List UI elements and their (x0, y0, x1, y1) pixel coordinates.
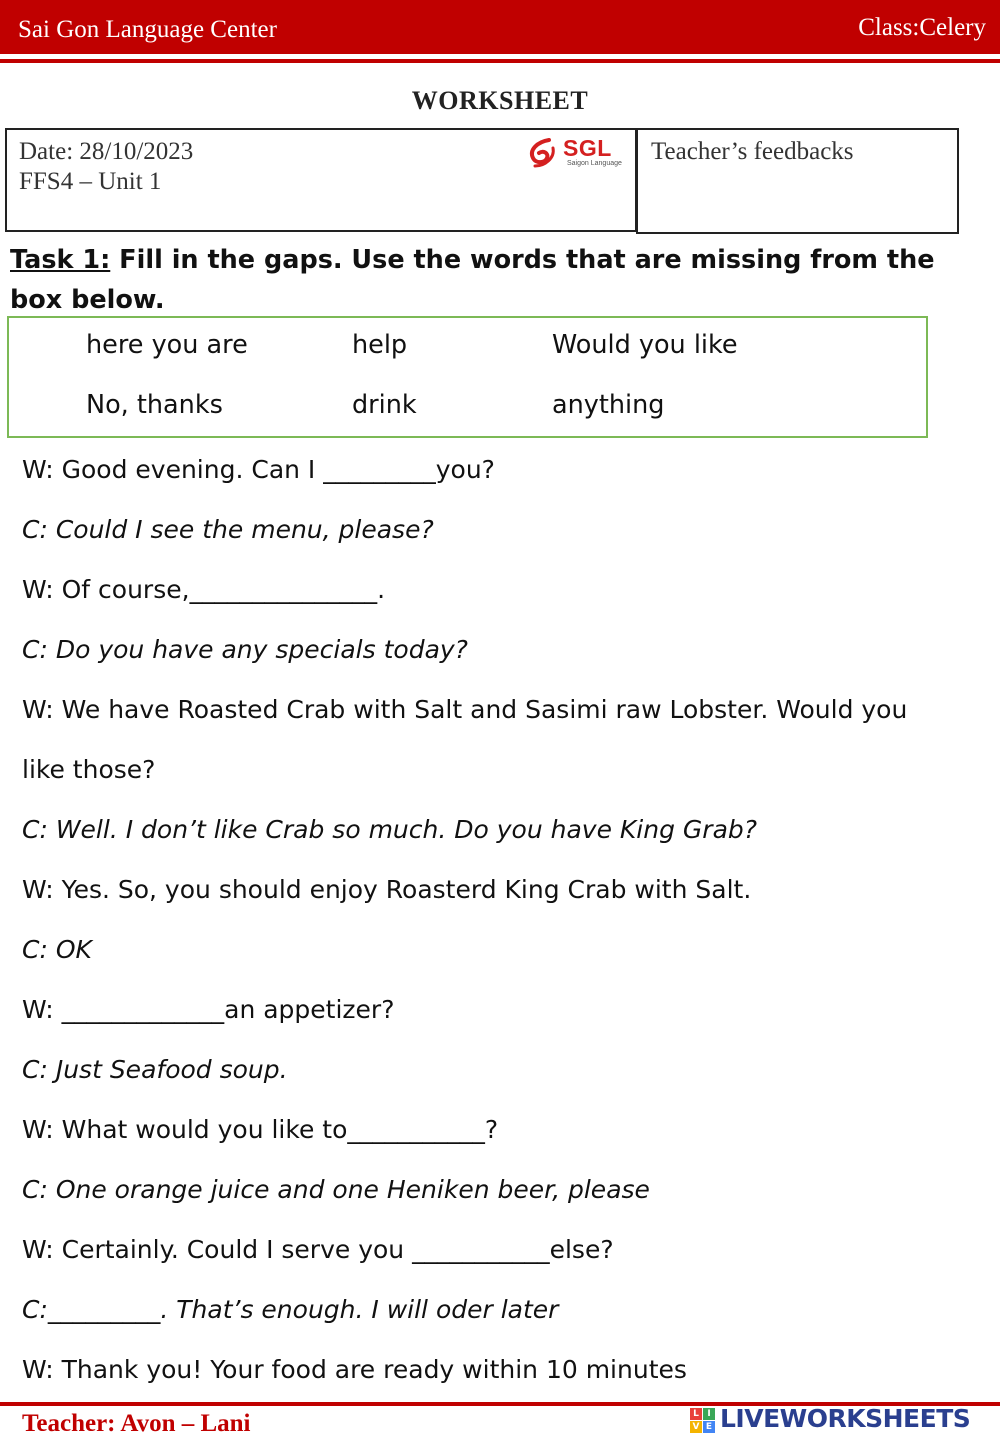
dialogue-line: W: We have Roasted Crab with Salt and Sasimi raw Lobster. Would you (22, 695, 908, 724)
task-heading (10, 240, 970, 320)
brand-tile: V (690, 1421, 702, 1433)
dialogue-line: W: Yes. So, you should enjoy Roasterd King Crab with Salt. (22, 875, 752, 904)
word-item: drink (352, 390, 417, 420)
word-item: anything (552, 390, 665, 420)
header-divider (0, 59, 1000, 63)
date-text: Date: 28/10/2023 (19, 138, 194, 165)
liveworksheets-brand[interactable] (690, 1404, 990, 1440)
dialogue-line: C: Well. I don’t like Crab so much. Do you have King Grab? (22, 815, 758, 844)
feedback-box (636, 128, 959, 234)
dialogue-line: C:_________. That’s enough. I will oder later (22, 1295, 559, 1324)
center-name: Sai Gon Language Center (18, 16, 277, 43)
brand-tile: L (690, 1408, 702, 1420)
dialogue-line: C: Could I see the menu, please? (22, 515, 434, 544)
sgl-logo (523, 134, 633, 174)
word-item: help (352, 330, 408, 360)
task-label: Task 1: (10, 245, 111, 275)
dialogue-line: W: Of course,_______________. (22, 575, 386, 604)
teacher-name: Teacher: Avon – Lani (22, 1410, 251, 1437)
brand-tile: I (703, 1408, 715, 1420)
task-instruction: Fill in the gaps. Use the words that are missing from the box below. (10, 245, 935, 315)
dialogue-line: W: Thank you! Your food are ready within 10 minutes (22, 1355, 687, 1384)
dialogue (22, 448, 992, 1408)
logo-text: SGL (563, 135, 612, 161)
sgl-logo-icon (525, 136, 559, 170)
dialogue-line: W: Good evening. Can I _________you? (22, 455, 495, 484)
liveworksheets-icon (690, 1408, 716, 1434)
dialogue-line: C: Just Seafood soup. (22, 1055, 288, 1084)
class-label: Class:Celery (858, 14, 986, 41)
logo-subtext: Saigon Language (567, 160, 622, 167)
feedback-label: Teacher’s feedbacks (651, 138, 854, 165)
dialogue-line: W: Certainly. Could I serve you ___________else? (22, 1235, 614, 1264)
unit-text: FFS4 – Unit 1 (19, 168, 162, 195)
worksheet-title: WORKSHEET (411, 86, 589, 115)
word-item: No, thanks (86, 390, 223, 420)
dialogue-line: like those? (22, 755, 156, 784)
word-item: here you are (86, 330, 248, 360)
dialogue-line: W: _____________an appetizer? (22, 995, 395, 1024)
word-box (7, 316, 928, 438)
brand-tile: E (703, 1421, 715, 1433)
dialogue-line: W: What would you like to___________? (22, 1115, 499, 1144)
dialogue-line: C: One orange juice and one Heniken beer, please (22, 1175, 650, 1204)
header-bar (0, 0, 1000, 54)
dialogue-line: C: Do you have any specials today? (22, 635, 468, 664)
info-box (5, 128, 637, 232)
word-item: Would you like (552, 330, 738, 360)
brand-text: LIVEWORKSHEETS (720, 1404, 971, 1433)
dialogue-line: C: OK (22, 935, 92, 964)
